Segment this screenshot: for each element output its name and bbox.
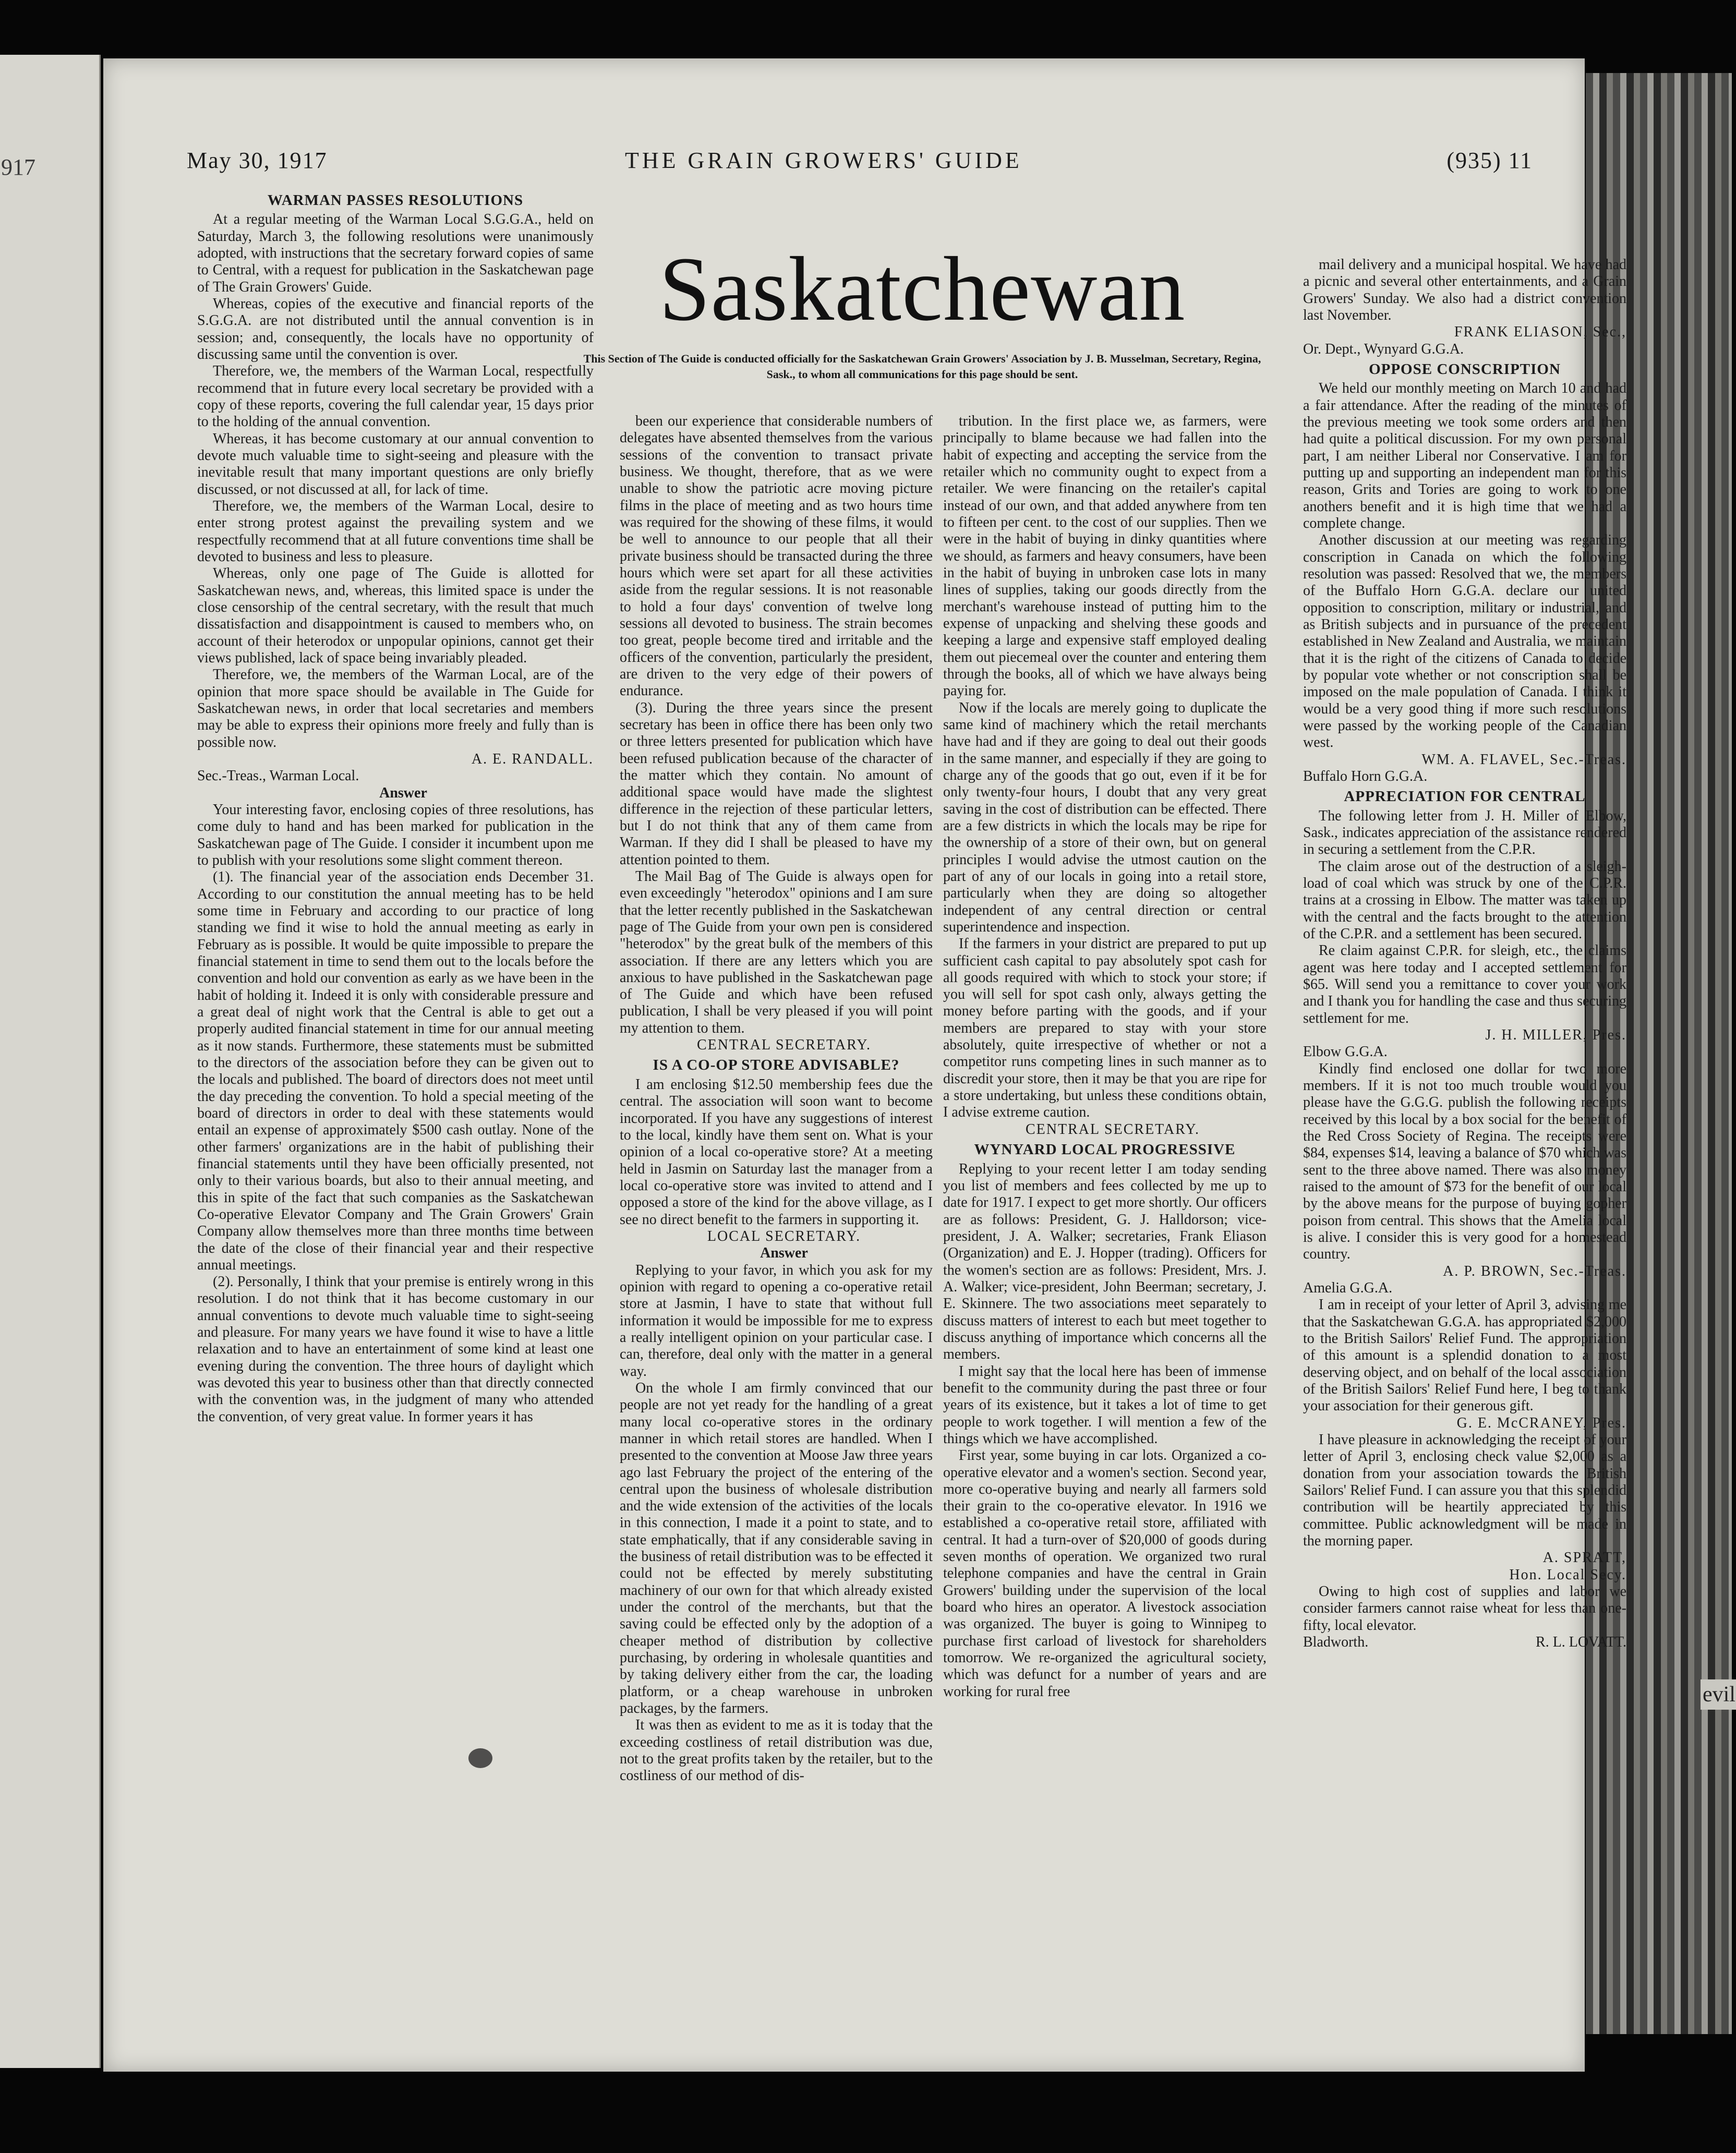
column-1 — [197, 189, 594, 2004]
signature: WM. A. FLAVEL, Sec.-Treas. — [1421, 751, 1626, 768]
signature-title: Sec.-Treas., Warman Local. — [197, 768, 359, 784]
section-title: Saskatchewan — [659, 238, 1186, 340]
article-heading: OPPOSE CONSCRIPTION — [1369, 360, 1561, 378]
paragraph: Replying to your favor, in which you ask for my opinion with regard to opening a co-operative retail store at Jasmin, I have to state that without full information it would be impossible for me to express a really intelligent opinion on your particular case. I can, therefore, deal only with the matter in a general way. — [620, 1262, 933, 1380]
paragraph: (3). During the three years since the present secretary has been in office there has been only two or three letters presented for publication which have been refused publication because of the character of the matter which they contain. No amount of additional space would have made the slightest difference in the rejection of these particular letters, but I do not think that any of them came from Warman. If they did I shall be pleased to have my attention pointed to them. — [620, 699, 933, 868]
paragraph: It was then as evident to me as it is today that the exceeding costliness of retail distribution was due, not to the great profits taken by the retailer, but to the costliness of our method of dis- — [620, 1717, 933, 1784]
signature-title: Buffalo Horn G.G.A. — [1303, 768, 1428, 784]
signature: FRANK ELIASON, Sec., — [1454, 324, 1626, 341]
paragraph: Owing to high cost of supplies and labor we consider farmers cannot raise wheat for less than one-fifty, local elevator. — [1303, 1583, 1626, 1634]
paragraph: I am enclosing $12.50 membership fees due the central. The association will soon want to become incorporated. If you have any suggestions of interest to the local, kindly have them sent on. What is your opinion of a local co-operative store? At a meeting held in Jasmin on Saturday last the manager from a local co-operative store was invited to attend and I opposed a store of the kind for the above village, as I see no direct benefit to the farmers in supporting it. — [620, 1076, 933, 1228]
article-heading: IS A CO-OP STORE ADVISABLE? — [653, 1057, 900, 1074]
paragraph: Now if the locals are merely going to duplicate the same kind of machinery which the retail merchants have had and if they are going to deal out their goods in the same manner, and especially if they are going to charge any of the goods that go out, even if it be for only twenty-four hours, I doubt that any very great saving in the cost of distribution can be effected. There are a few districts in which the locals may be ripe for the ownership of a store of their own, but on general principles I would advise the utmost caution on the part of any of our locals in going into a retail store, particularly when they are doing so altogether independent of any central direction or central superintendence and inspection. — [943, 699, 1267, 935]
column-2 — [620, 413, 933, 2134]
paragraph: We held our monthly meeting on March 10 and had a fair attendance. After the reading of the minutes of the previous meeting we took some orders and then had quite a political discussion. For my own personal part, I am neither Liberal nor Conservative. I am for putting up and supporting an independent man for this reason, Grits and Tories are going to work to one anothers benefit and it is high time that we had a complete change. — [1303, 380, 1626, 532]
paragraph: Replying to your recent letter I am today sending you list of members and fees collected by me up to date for 1917. I expect to get more shortly. Our officers are as follows: President, G. J. Halldorson; vice-president, J. A. Walker; secretaries, Frank Eliason (Organization) and E. J. Hopper (trading). Officers for the women's section are as follows: President, Mrs. J. A. Walker; vice-president, John Beerman; secretary, J. E. Skinnere. The two associations meet separately to discuss matters of interest to each but meet together to discuss anything of importance which concerns all the members. — [943, 1160, 1267, 1363]
signature-title: Or. Dept., Wynyard G.G.A. — [1303, 341, 1464, 357]
paragraph: Whereas, copies of the executive and financial reports of the S.G.G.A. are not distributed until the annual convention is in session; and, consequently, the locals have no opportunity of discussing same until the convention is over. — [197, 296, 594, 363]
paragraph: The Mail Bag of The Guide is always open for even exceedingly "heterodox" opinions and I am sure that the letter recently published in the Saskatchewan page of The Guide from your own pen is considered "heterodox" by the great bulk of the members of this association. If there are any letters which you are anxious to have published in the Saskatchewan page of The Guide and which have been refused publication, I shall be very pleased if you will point my attention to them. — [620, 868, 933, 1036]
paragraph: Another discussion at our meeting was regarding conscription in Canada on which the following resolution was passed: Resolved that we, the members of the Buffalo Horn G.G.A. declare our united opposition to conscription, military or industrial, and as British subjects and in pursuance of the precedent established in New Zealand and Australia, we maintain that it is the right of the citizens of Canada to decide by popular vote whether or not conscription shall be imposed on the male population of Canada. I think it would be a very good thing if more such resolutions were passed by the working people of the Canadian west. — [1303, 532, 1626, 751]
section-masthead — [578, 238, 1267, 382]
column-3 — [943, 413, 1267, 2134]
paragraph: been our experience that considerable numbers of delegates have absented themselves from the various sessions of the convention to transact private business. We thought, therefore, that as we were unable to show the patriotic acre moving picture films in the place of meeting and as two hours time was required for the showing of these films, it would be well to announce to our people that all their private business should be transacted during the three hours which were set apart for all these activities aside from the regular sessions. It is not reasonable to hold a four days' convention of twelve long sessions all devoted to business. The strain becomes too great, people become tired and irritable and the officers of the convention, particularly the president, are driven to the very edge of their powers of endurance. — [620, 413, 933, 699]
signature-title: Hon. Local Secy. — [1509, 1566, 1626, 1583]
paragraph: The claim arose out of the destruction of a sleigh-load of coal which was struck by one of the C.P.R. trains at a crossing in Elbow. The matter was taken up with the central and the facts brought to the attention of the C.P.R. and a settlement has been secured. — [1303, 858, 1626, 942]
facing-page — [0, 55, 101, 2068]
signature: A. P. BROWN, Sec.-Treas. — [1443, 1263, 1626, 1279]
paragraph: At a regular meeting of the Warman Local S.G.G.A., held on Saturday, March 3, the following resolutions were unanimously adopted, with instructions that the secretary forward copies of same to Central, with a request for publication in the Saskatchewan page of The Grain Growers' Guide. — [197, 211, 594, 295]
column-4 — [1303, 257, 1626, 2082]
signature: LOCAL SECRETARY. — [707, 1228, 861, 1244]
signature-place: Bladworth. — [1303, 1634, 1369, 1650]
signature: G. E. McCRANEY, Pres. — [1456, 1414, 1626, 1431]
paragraph: Re claim against C.P.R. for sleigh, etc., the claims agent was here today and I accepted settlement for $65. Will send you a remittance to cover your work and I thank you for handling the case and thus securing settlement for me. — [1303, 942, 1626, 1026]
article-heading: APPRECIATION FOR CENTRAL — [1344, 788, 1586, 805]
answer-label: Answer — [379, 784, 427, 801]
answer-label: Answer — [760, 1245, 808, 1262]
binding-label: evil — [1701, 1679, 1736, 1710]
signature: R. L. LOVATT. — [1536, 1634, 1626, 1650]
paragraph: First year, some buying in car lots. Organized a co-operative elevator and a women's section. Second year, more co-operative buying and nearly all farmers sold their grain to the co-operative elevator. In 1916 we established a co-operative retail store, affiliated with central. It had a turn-over of $20,000 of goods during seven months of operation. We organized two rural telephone companies and have the central in Grain Growers' building under the supervision of the local board who hires an operator. A livestock association was organized. The buyer is going to Winnipeg to purchase first carload of livestock for shareholders tomorrow. We re-organized the agricultural society, which was defunct for a number of years and are working for rural free — [943, 1447, 1267, 1700]
newspaper-page — [103, 58, 1626, 2072]
issue-date: May 30, 1917 — [187, 148, 328, 173]
paragraph: Therefore, we, the members of the Warman Local, respectfully recommend that in future every local secretary be provided with a copy of these reports, covering the full calendar year, 15 days prior to the holding of the annual convention. — [197, 363, 594, 430]
signature: CENTRAL SECRETARY. — [696, 1037, 872, 1054]
publication-title: THE GRAIN GROWERS' GUIDE — [625, 148, 1022, 173]
paragraph: On the whole I am firmly convinced that our people are not yet ready for the handling of a great many local co-operative stores in the ordinary manner in which retail stores are handled. When I presented to the convention at Moose Jaw three years ago last February the project of the entering of the central upon the business of wholesale distribution and the wide extension of the activities of the locals in this connection, I made it a point to state, and to state emphatically, that if any considerable saving in the business of retail distribution was to be effected it could not be effected by merely substituting machinery of our own for that which already existed under the control of the merchants, but that the saving could be effected only by the adoption of a cheaper method of distribution by collective purchasing, by ordering in wholesale quantities and by taking delivery either from the car, the loading platform, or a cheap warehouse in unbroken packages, by the farmers. — [620, 1380, 933, 1717]
paragraph: (1). The financial year of the association ends December 31. According to our constitution the annual meeting has to be held some time in February and according to our practice of long standing we find it wise to hold the annual meeting as early in February as is possible. It would be quite impossible to prepare the financial statement in time to send them out to the locals before the convention and hold our convention as early as we have been in the habit of holding it. Indeed it is only with considerable pressure and a great deal of night work that the Central is able to get out a properly audited financial statement in time for our annual meeting as it now stands. Furthermore, these statements must be submitted to the directors of the association before they can be given out to the locals and published. The board of directors does not meet until the day preceding the convention. To hold a special meeting of the board of directors in order to deal with these statements would entail an expense of approximately $500 cash outlay. None of the other farmers' organizations are in the habit of publishing their financial statements until they have been officially presented, not only to their various boards, but also to their annual meeting, and this in spite of the fact that such companies as the Saskatchewan Co-operative Elevator Company and The Grain Growers' Grain Company allow themselves more than three months time between the date of the close of their financial year and their respective annual meetings. — [197, 869, 594, 1273]
closing-signature-row — [1303, 1634, 1626, 1651]
signature: CENTRAL SECRETARY. — [1025, 1121, 1200, 1138]
facing-page-date-fragment: 917 — [1, 154, 35, 180]
paragraph: Kindly find enclosed one dollar for two more members. If it is not too much trouble would you please have the G.G.G. publish the following receipts received by this local by a box social for the benefit of the Red Cross Society of Regina. The receipts were $84, expenses $14, leaving a balance of $70 which was sent to the three above named. There was also money raised to the amount of $73 for the benefit of our local by the above means for the purpose of buying gopher poison from central. This shows that the Amelia local is alive. I consider this is very good for a homestead country. — [1303, 1060, 1626, 1263]
signature: A. E. RANDALL. — [471, 751, 594, 767]
paragraph: mail delivery and a municipal hospital. We have had a picnic and several other entertainments, and a Grain Growers' Sunday. We also had a district convention last November. — [1303, 257, 1626, 323]
paragraph: Whereas, it has become customary at our annual convention to devote much valuable time to sight-seeing and pleasure with the inevitable result that many important questions are only briefly discussed, or not discussed at all, for lack of time. — [197, 430, 594, 498]
paragraph: Therefore, we, the members of the Warman Local, are of the opinion that more space should be available in The Guide for Saskatchewan news, in order that local secretaries and members may be able to express their opinions more freely and fully than is possible now. — [197, 667, 594, 751]
signature: A. SPRATT, — [1542, 1550, 1626, 1566]
paragraph: (2). Personally, I think that your premise is entirely wrong in this resolution. I do not think that it has become customary in our annual conventions to devote much valuable time to sight-seeing and pleasure. For many years we have found it wise to have a little relaxation and to have an entertainment of some kind at least one evening during the convention. The three hours of daylight which was devoted this year to business other than that directly connected with the convention was, in the judgment of many who attended the convention, of very great value. In former years it has — [197, 1274, 594, 1425]
paragraph: I have pleasure in acknowledging the receipt of your letter of April 3, enclosing check value $2,000 as a donation from your association towards the British Sailors' Relief Fund. I can assure you that this splendid contribution will be heartily appreciated by this committee. Public acknowledgment will be made in the morning paper. — [1303, 1431, 1626, 1549]
paragraph: I am in receipt of your letter of April 3, advising me that the Saskatchewan G.G.A. has appropriated $2,000 to the British Sailors' Relief Fund. The appropriation of this amount is a splendid donation to a most deserving object, and on behalf of the local association of the British Sailors' Relief Fund here, I beg to thank your association for their generous gift. — [1303, 1297, 1626, 1414]
signature: J. H. MILLER, Pres. — [1485, 1027, 1626, 1044]
paragraph: If the farmers in your district are prepared to put up sufficient cash capital to pay absolutely spot cash for all goods required with which to stock your store; if you will sell for spot cash only, always getting the money before parting with the goods, and if your members are prepared to stay with your store absolutely, quite irrespective of whether or not a competitor runs competing lines in such manner as to discredit your store, then it may be that you are ripe for a store undertaking, but unless these conditions obtain, I advise extreme caution. — [943, 936, 1267, 1121]
ink-stain — [468, 1748, 492, 1768]
page-number: (935) 11 — [1446, 148, 1533, 173]
paragraph: I might say that the local here has been of immense benefit to the community during the past three or four years of its existence, but it takes a lot of time to get people to work together. I will mention a few of the things which we have accomplished. — [943, 1363, 1267, 1447]
signature-title: Elbow G.G.A. — [1303, 1044, 1388, 1060]
article-heading: WYNYARD LOCAL PROGRESSIVE — [974, 1141, 1236, 1158]
paragraph: Therefore, we, the members of the Warman Local, desire to enter strong protest against the prevailing system and we respectfully recommend that at all future conventions time shall be devoted to business and less to pleasure. — [197, 498, 594, 565]
signature-title: Amelia G.G.A. — [1303, 1280, 1393, 1296]
paragraph: Whereas, only one page of The Guide is allotted for Saskatchewan news, and, whereas, this limited space is under the close censorship of the central secretary, with the result that much dissatisfaction and disappointment is caused to members who, on account of their heterodox or unpopular opinions, cannot get their views published, lack of space being invariably pleaded. — [197, 565, 594, 667]
section-note: This Section of The Guide is conducted officially for the Saskatchewan Grain Growers' Association by J. B. Musselman, Secretary, Regina, Sask., to whom all communications for this page should be sent. — [583, 352, 1261, 381]
paragraph: The following letter from J. H. Miller of Elbow, Sask., indicates appreciation of the assistance rendered in securing a settlement from the C.P.R. — [1303, 807, 1626, 858]
paragraph: tribution. In the first place we, as farmers, were principally to blame because we had fallen into the habit of expecting and accepting the service from the retailer which no community ought to expect from a retailer. We were financing on the retailer's capital instead of our own, and that added anywhere from ten to fifteen per cent. to the cost of our supplies. Then we were in the habit of buying in dinky quantities where we should, as farmers and heavy consumers, have been in the habit of buying in unbroken case lots in many lines of supplies, taking our goods directly from the merchant's warehouse instead of putting him to the expense of unpacking and shelving these goods and keeping a large and expensive staff employed dealing them out piecemeal over the counter and entering them through the books, all of which we have always being paying for. — [943, 413, 1267, 699]
article-heading: WARMAN PASSES RESOLUTIONS — [267, 192, 524, 209]
paragraph: Your interesting favor, enclosing copies of three resolutions, has come duly to hand and has been marked for publication in the Saskatchewan page of The Guide. I consider it incumbent upon me to publish with your resolutions some slight comment thereon. — [197, 801, 594, 868]
